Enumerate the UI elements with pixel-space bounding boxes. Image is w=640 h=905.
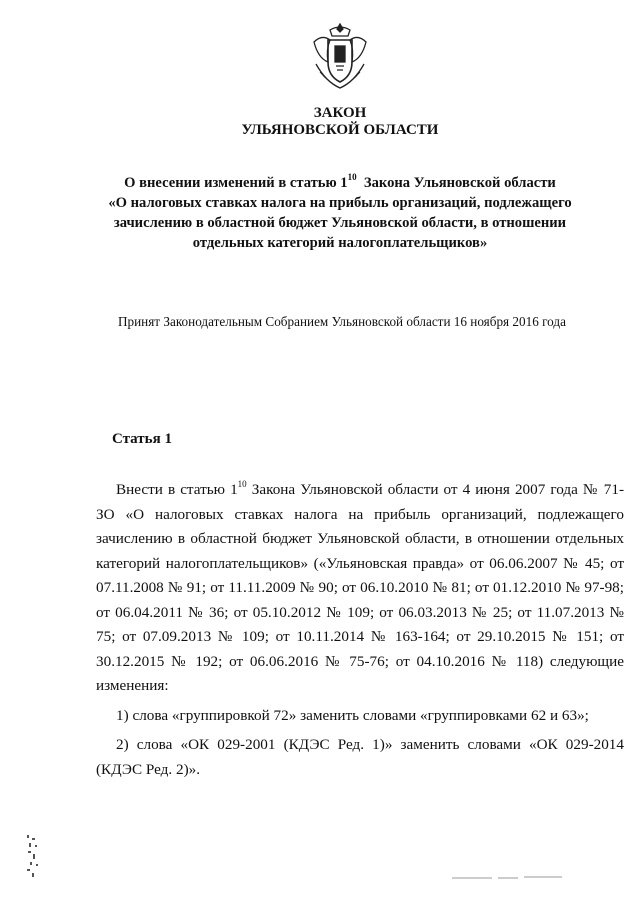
paragraph-superscript: 10 [237,479,247,489]
heading-superscript: 10 [347,172,357,182]
coat-of-arms-icon [308,20,372,94]
scan-artifact-icon [24,833,42,879]
scan-line-icon [452,875,562,881]
heading-line1-text: О внесении изменений в статью 1 [124,175,348,191]
law-title-line1: ЗАКОН [313,105,367,121]
heading-line3: зачислению в областной бюджет Ульяновской области, в отношении [113,215,567,231]
article-body [96,478,624,782]
paragraph-text-rest: Закона Ульяновской области от 4 июня 2007 года № 71-ЗО «О налоговых ставках налога на прибыль организаций, подлежащего зачислению в областной бюджет Ульяновской области, в отношении отдельных категорий налогоплательщиков» («Ульяновская правда» от 06.06.2007 № 45; от 07.11.2008 № 91; от 11.11.2009 № 90; от 06.10.2010 № 81; от 01.12.2010 № 97-98; от 06.04.2011 № 36; от 05.10.2012 № 109; от 06.03.2013 № 25; от 11.07.2013 № 75; от 07.09.2013 № 109; от 10.11.2014 № 163-164; от 29.10.2015 № 151; от 30.12.2015 № 192; от 06.06.2016 № 75-76; от 04.10.2016 № 118) следующие изменения: [96,481,624,694]
heading-line4: отдельных категорий налогоплательщиков» [192,235,488,251]
article-title: Статья 1 [112,431,172,447]
amendment-item-2: 2) слова «ОК 029-2001 (КДЭС Ред. 1)» заменить словами «ОК 029-2014 (КДЭС Ред. 2)». [96,736,624,778]
law-title-line2: УЛЬЯНОВСКОЙ ОБЛАСТИ [241,122,439,138]
heading-line1-end: Закона Ульяновской области [356,175,556,191]
paragraph-text-start: Внести в статью 1 [116,481,238,498]
heading-line1 [60,173,620,193]
adoption-note: Принят Законодательным Собранием Ульяновской области 16 ноября 2016 года [118,314,566,329]
article-paragraph [96,478,624,699]
amendment-item-1: 1) слова «группировкой 72» заменить словами «группировками 62 и 63»; [116,706,589,724]
document-heading [60,173,620,253]
heading-line2: «О налоговых ставках налога на прибыль организаций, подлежащего [108,195,572,211]
